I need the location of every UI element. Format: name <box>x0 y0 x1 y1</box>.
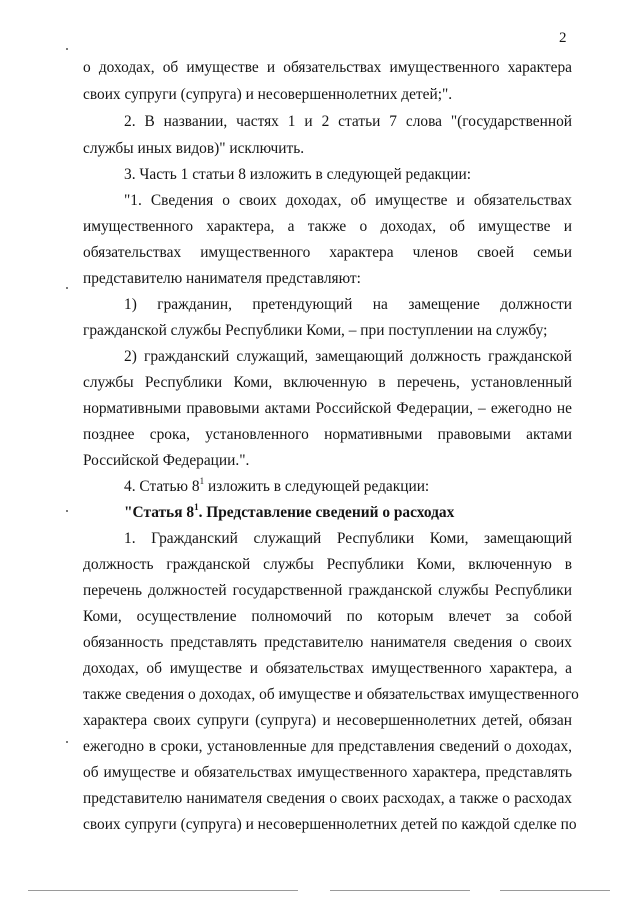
text-line: 1) гражданин, претендующий на замещение должности <box>124 296 572 313</box>
text-line: гражданской службы Республики Коми, – при поступлении на службу; <box>83 322 548 339</box>
scan-mark <box>66 48 68 50</box>
text-line: службы иных видов)" исключить. <box>83 140 305 157</box>
scan-line <box>28 890 298 891</box>
text-line: нормативными правовыми актами Российской Федерации, – ежегодно не <box>83 400 572 417</box>
text-line: доходах, об имуществе и обязательствах имущественного характера, а <box>83 660 572 677</box>
scan-mark <box>66 287 68 289</box>
scan-mark <box>66 741 68 743</box>
text-line: 3. Часть 1 статьи 8 изложить в следующей редакции: <box>124 166 472 183</box>
text-line: об имуществе и обязательствах имущественного характера, представлять <box>83 764 572 781</box>
scan-line <box>330 890 470 891</box>
page-number: 2 <box>559 30 567 46</box>
text-line: 2. В названии, частях 1 и 2 статьи 7 слова "(государственной <box>124 113 572 130</box>
text-line: обязательствах имущественного характера членов своей семьи <box>83 244 572 261</box>
text-line: своих супруги (супруга) и несовершеннолетних детей по каждой сделке по <box>83 816 577 833</box>
section-heading <box>124 501 572 522</box>
text-run: 4. Статью 8 <box>124 478 200 495</box>
text-line: о доходах, об имуществе и обязательствах имущественного характера <box>83 59 572 76</box>
text-line: ежегодно в сроки, установленные для представления сведений о доходах, <box>83 738 572 755</box>
text-line: представителю нанимателя представляют: <box>83 270 361 287</box>
text-line: обязанность представлять представителю нанимателя сведения о своих <box>83 634 572 651</box>
text-run: изложить в следующей редакции: <box>204 478 430 495</box>
text-line: должность гражданской службы Республики Коми, включенную в <box>83 556 572 573</box>
text-run: . Представление сведений о расходах <box>198 504 455 521</box>
text-line: своих супруги (супруга) и несовершеннолетних детей;". <box>83 86 453 103</box>
text-run: "Статья 8 <box>124 504 195 521</box>
text-line: также сведения о доходах, об имуществе и обязательствах имущественного <box>83 686 579 703</box>
text-line: 2) гражданский служащий, замещающий должность гражданской <box>124 348 572 365</box>
text-line: 1. Гражданский служащий Республики Коми, замещающий <box>124 530 572 547</box>
text-line: позднее срока, установленного нормативными правовыми актами <box>83 426 572 443</box>
text-line: "1. Сведения о своих доходах, об имуществе и обязательствах <box>124 192 572 209</box>
text-line <box>124 475 572 496</box>
text-line: Российской Федерации.". <box>83 452 250 469</box>
text-line: представителю нанимателя сведения о своих расходах, а также о расходах <box>83 790 572 807</box>
scan-line <box>500 890 610 891</box>
text-line: характера своих супруги (супруга) и несовершеннолетних детей, обязан <box>83 712 572 729</box>
superscript: 1 <box>199 475 205 486</box>
text-line: перечень должностей государственной гражданской службы Республики <box>83 582 572 599</box>
scan-mark <box>66 510 68 512</box>
superscript: 1 <box>194 501 199 512</box>
text-line: имущественного характера, а также о доходах, об имуществе и <box>83 218 572 235</box>
text-line: Коми, осуществление полномочий по которым влечет за собой <box>83 608 572 625</box>
text-line: службы Республики Коми, включенную в перечень, установленный <box>83 374 572 391</box>
